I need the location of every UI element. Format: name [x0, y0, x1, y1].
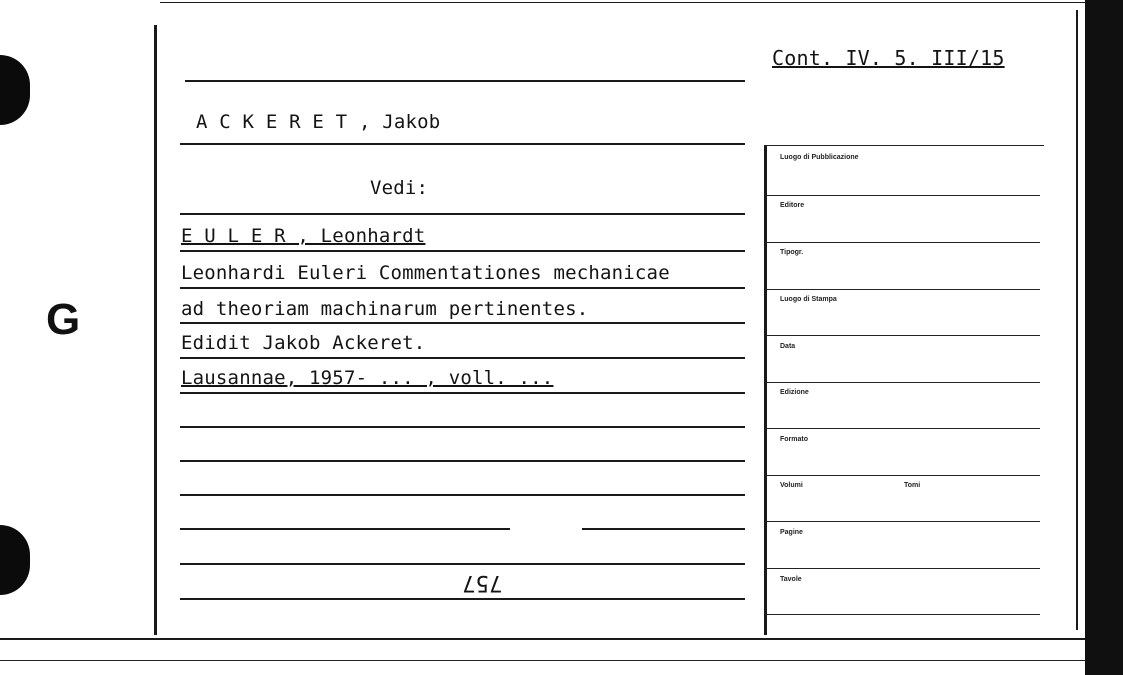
form-rule-10 [766, 614, 1040, 615]
card-left-border [154, 25, 157, 635]
bottom-number: 757 [462, 570, 503, 595]
card-bottom-border [0, 638, 1085, 640]
rule-12a [180, 528, 510, 530]
punch-hole-bottom [0, 525, 30, 595]
form-field-pagine: Pagine [780, 529, 803, 536]
form-rule-6 [766, 428, 1040, 429]
form-rule-9 [766, 568, 1040, 569]
shelf-mark: Cont. IV. 5. III/15 [772, 46, 1005, 70]
rule-10 [180, 460, 745, 462]
rule-14 [180, 598, 745, 600]
form-rule-2 [766, 242, 1040, 243]
form-left-border [764, 145, 767, 635]
author-heading: A C K E R E T , Jakob [196, 111, 441, 133]
form-rule-3 [766, 289, 1040, 290]
form-field-tavole: Tavole [780, 576, 802, 583]
form-right-border [1076, 10, 1078, 630]
punch-hole-top [0, 55, 30, 125]
rule-1 [185, 80, 745, 82]
form-field-tipografo: Tipogr. [780, 249, 804, 256]
form-field-tomi: Tomi [904, 482, 921, 489]
form-rule-5 [766, 382, 1040, 383]
form-field-luogo-stampa: Luogo di Stampa [780, 296, 837, 303]
form-rule-4 [766, 335, 1040, 336]
imprint-line: Lausannae, 1957- ... , voll. ... [181, 367, 554, 389]
form-rule-1 [766, 195, 1040, 196]
card-top-border [160, 2, 1085, 3]
editor-line: Edidit Jakob Ackeret. [181, 332, 426, 354]
rule-6 [180, 322, 745, 324]
form-field-formato: Formato [780, 436, 808, 443]
form-field-data: Data [780, 343, 796, 350]
rule-9 [180, 426, 745, 428]
rule-13 [180, 563, 745, 565]
title-line-1: Leonhardi Euleri Commentationes mechanicae [181, 262, 670, 284]
rule-11 [180, 494, 745, 496]
margin-letter: G [46, 295, 81, 344]
rule-12b [582, 528, 745, 530]
see-label: Vedi: [370, 177, 429, 199]
rule-3 [180, 213, 745, 215]
rule-7 [180, 357, 745, 359]
scan-edge [1085, 0, 1123, 675]
rule-2 [180, 143, 745, 145]
rule-4 [180, 250, 745, 252]
form-field-edizione: Edizione [780, 389, 809, 396]
form-field-volumi: Volumi [780, 482, 803, 489]
title-line-2: ad theoriam machinarum pertinentes. [181, 298, 589, 320]
form-rule-8 [766, 521, 1040, 522]
form-top-border [764, 145, 1044, 146]
form-field-editore: Editore [780, 202, 805, 209]
card-bottom-border-2 [0, 660, 1085, 661]
form-rule-7 [766, 475, 1040, 476]
form-field-luogo-pubblicazione: Luogo di Pubblicazione [780, 154, 859, 161]
rule-5 [180, 287, 745, 289]
ref-author: E U L E R , Leonhardt [181, 225, 426, 247]
rule-8 [180, 392, 745, 394]
